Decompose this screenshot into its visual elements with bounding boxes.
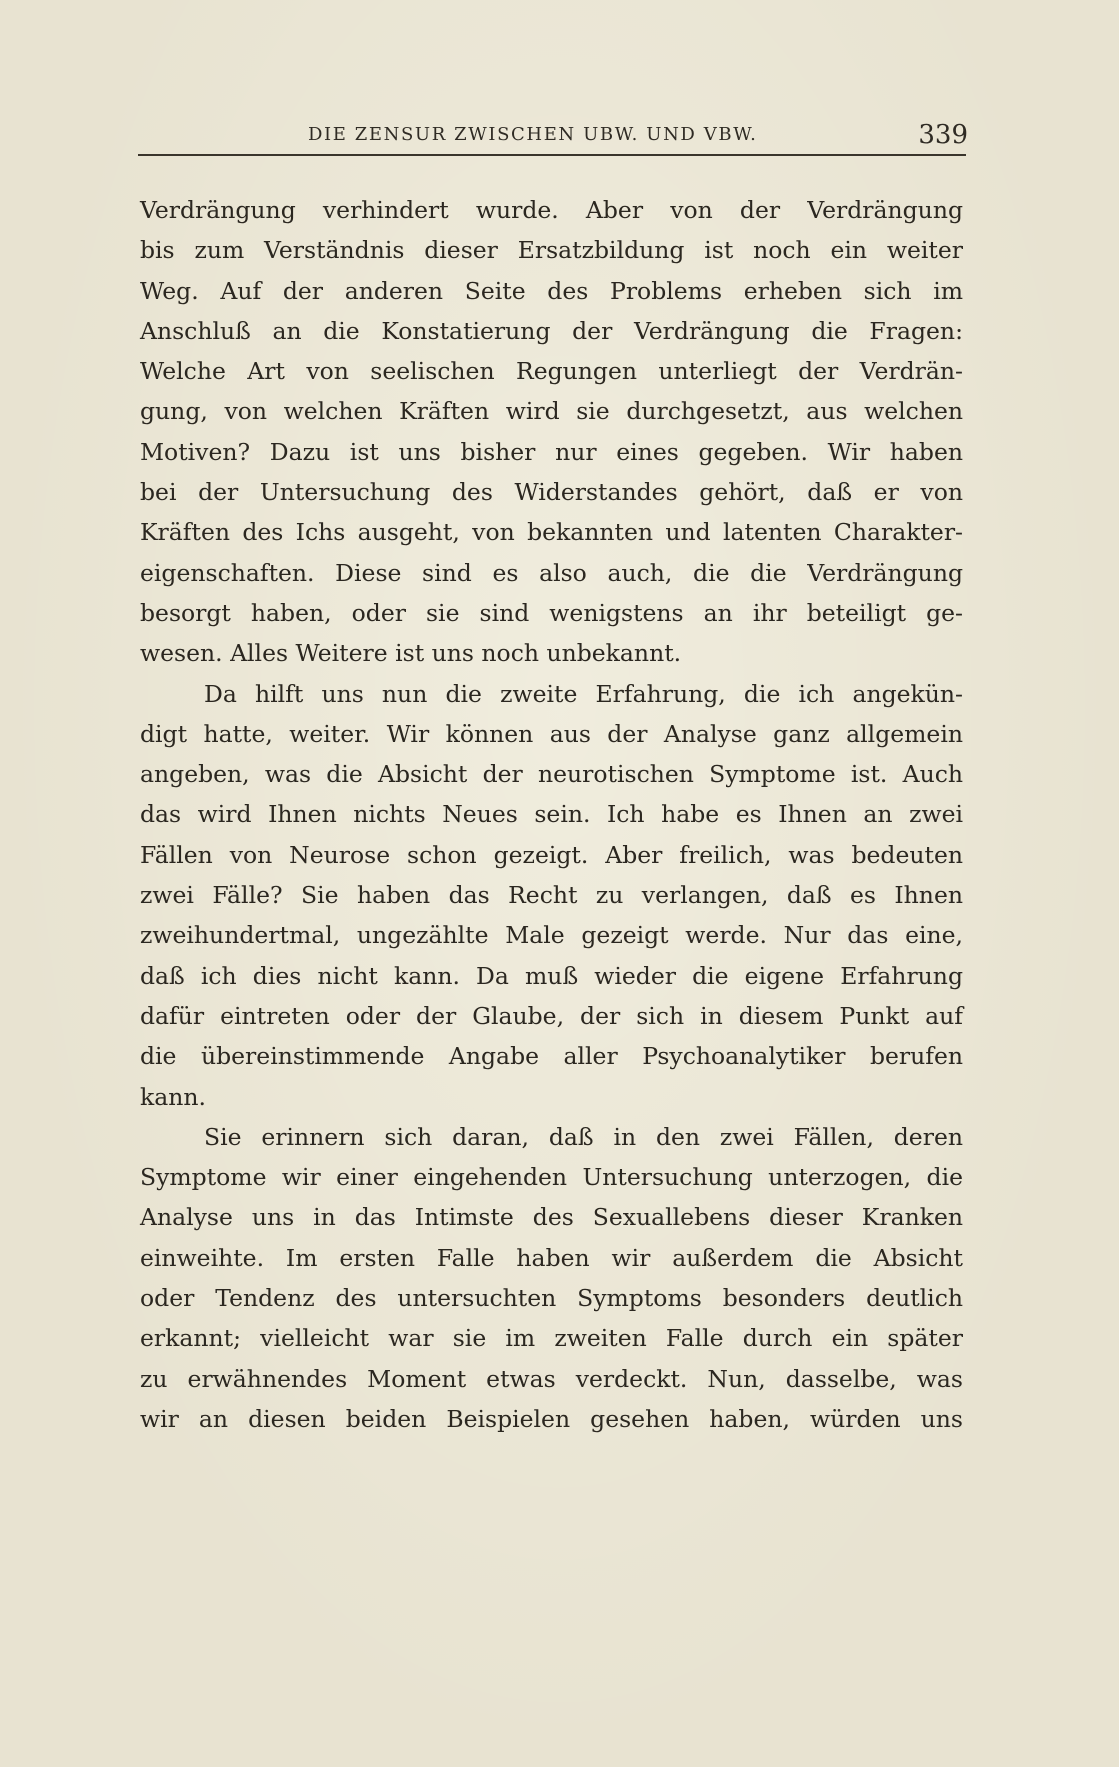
- text-line: Verdrängung verhindert wurde. Aber von der Verdrängung: [140, 196, 963, 224]
- text-line: einweihte. Im ersten Falle haben wir außerdem die Absicht: [140, 1243, 963, 1272]
- body-text: [140, 190, 963, 1439]
- text-line: angeben, was die Absicht der neurotischen Symptome ist. Auch: [140, 760, 963, 789]
- text-line: dafür eintreten oder der Glaube, der sich in diesem Punkt auf: [140, 1001, 963, 1030]
- text-line: Analyse uns in das Intimste des Sexuallebens dieser Kranken: [140, 1203, 963, 1232]
- running-header: [138, 120, 968, 156]
- text-line: Sie erinnern sich daran, daß in den zwei Fällen, deren: [204, 1122, 963, 1151]
- text-line: oder Tendenz des untersuchten Symptoms besonders deutlich: [140, 1284, 963, 1313]
- text-line: daß ich dies nicht kann. Da muß wieder die eigene Erfahrung: [140, 961, 963, 990]
- text-line: Welche Art von seelischen Regungen unterliegt der Verdrän-: [140, 357, 963, 386]
- paragraph-2: [140, 674, 963, 1117]
- text-line: zweihundertmal, ungezählte Male gezeigt werde. Nur das eine,: [140, 921, 963, 950]
- text-line: Fällen von Neurose schon gezeigt. Aber freilich, was bedeuten: [140, 840, 963, 869]
- text-line: besorgt haben, oder sie sind wenigstens an ihr beteiligt ge-: [140, 598, 963, 627]
- text-line: das wird Ihnen nichts Neues sein. Ich habe es Ihnen an zwei: [140, 800, 963, 829]
- text-line: erkannt; vielleicht war sie im zweiten Falle durch ein später: [140, 1324, 963, 1353]
- text-line: zu erwähnendes Moment etwas verdeckt. Nun, dasselbe, was: [140, 1364, 963, 1393]
- text-line: Weg. Auf der anderen Seite des Problems erheben sich im: [140, 276, 963, 305]
- paragraph-1: [140, 190, 963, 674]
- text-line: zwei Fälle? Sie haben das Recht zu verlangen, daß es Ihnen: [140, 881, 963, 910]
- text-line: die übereinstimmende Angabe aller Psychoanalytiker berufen: [140, 1042, 963, 1071]
- text-line: gung, von welchen Kräften wird sie durchgesetzt, aus welchen: [140, 397, 963, 426]
- text-line: Da hilft uns nun die zweite Erfahrung, die ich angekün-: [204, 679, 963, 708]
- text-line: digt hatte, weiter. Wir können aus der Analyse ganz allgemein: [140, 719, 963, 748]
- text-line: Symptome wir einer eingehenden Untersuchung unterzogen, die: [140, 1163, 963, 1192]
- text-line: Anschluß an die Konstatierung der Verdrängung die Fragen:: [140, 316, 963, 345]
- text-line: Kräften des Ichs ausgeht, von bekannten und latenten Charakter-: [140, 518, 963, 547]
- text-line: wesen. Alles Weitere ist uns noch unbekannt.: [140, 639, 682, 668]
- paragraph-3: [140, 1117, 963, 1439]
- text-line: bis zum Verständnis dieser Ersatzbildung ist noch ein weiter: [140, 236, 963, 265]
- text-line: Motiven? Dazu ist uns bisher nur eines gegeben. Wir haben: [140, 437, 963, 466]
- running-title: DIE ZENSUR ZWISCHEN UBW. UND VBW.: [308, 124, 758, 145]
- text-line: eigenschaften. Diese sind es also auch, die die Verdrängung: [140, 558, 963, 587]
- text-line: wir an diesen beiden Beispielen gesehen haben, würden uns: [140, 1404, 963, 1433]
- text-line: bei der Untersuchung des Widerstandes gehört, daß er von: [140, 478, 963, 507]
- text-line: kann.: [140, 1082, 206, 1111]
- page-number: 339: [918, 120, 968, 150]
- header-rule: [138, 154, 966, 156]
